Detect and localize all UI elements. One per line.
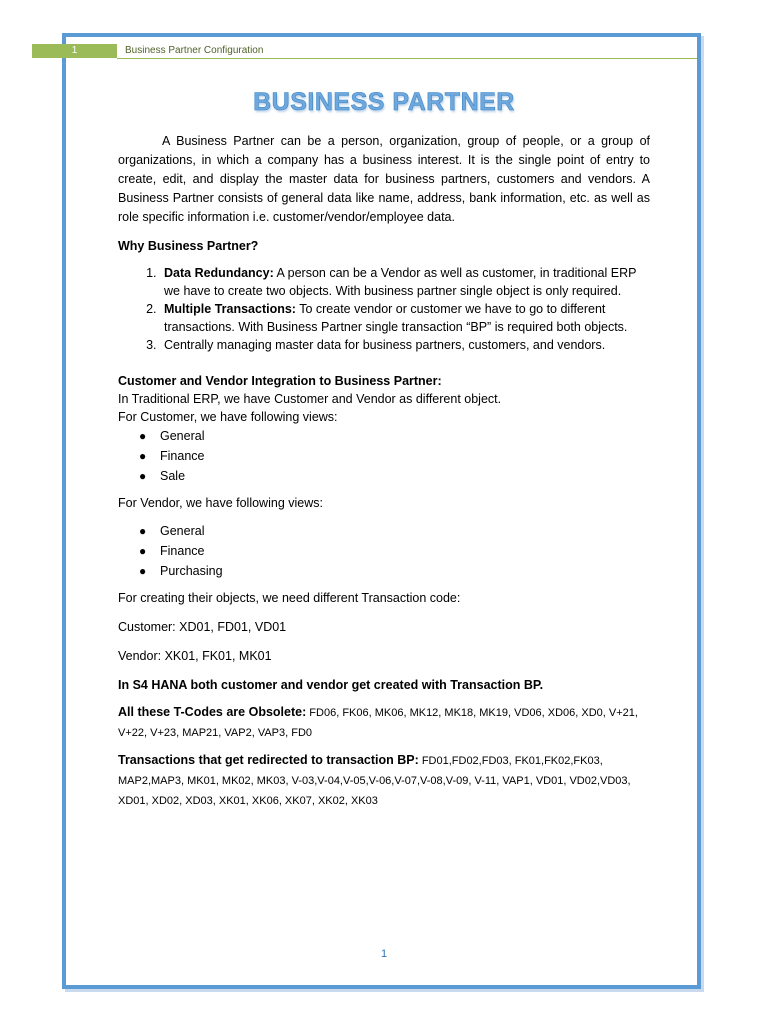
reason-label: Multiple Transactions:: [164, 302, 296, 316]
intro-paragraph: A Business Partner can be a person, organization, group of people, or a group of organizations, in which a company has a business interest. It is the single point of entry to create, edit, and display the master data for business partners, customers and vendors. A Business Partner consists of general data like name, address, bank information, etc. as well as role specific information i.e. customer/vendor/employee data.: [118, 134, 650, 224]
redirect-codes: FD01,FD02,FD03, FK01,FK02,FK03, MAP2,MAP3, MK01, MK02, MK03, V-03,V-04,V-05,V-06,V-07,V-08,V-09, V-11, VAP1, VD01, VD02,VD03, XD01, XD02, XD03, XK01, XK06, XK07, XK02, XK03: [118, 755, 631, 807]
vendor-views-intro: For Vendor, we have following views:: [118, 496, 323, 510]
s4-statement: In S4 HANA both customer and vendor get created with Transaction BP.: [118, 678, 544, 692]
vendor-views-list: [118, 521, 650, 581]
list-item-text: Sale: [160, 469, 186, 483]
obsolete-label: All these T-Codes are Obsolete:: [118, 705, 307, 719]
reasons-list: [118, 264, 650, 354]
customer-codes: Customer: XD01, FD01, VD01: [118, 620, 287, 634]
list-item: [139, 541, 650, 561]
footer-page-number: 1: [380, 948, 388, 960]
list-item: [139, 446, 650, 466]
reason-item: [160, 264, 650, 300]
bullet-icon: ●: [139, 564, 147, 578]
list-item: [139, 466, 650, 486]
header-page-number: 1: [71, 45, 78, 56]
reason-label: Data Redundancy:: [164, 266, 274, 280]
vendor-codes: Vendor: XK01, FK01, MK01: [118, 649, 272, 663]
list-item-text: General: [160, 524, 205, 538]
header-title: Business Partner Configuration: [125, 45, 264, 56]
header-rule: [117, 58, 697, 59]
cvi-line: In Traditional ERP, we have Customer and Vendor as different object.: [118, 392, 502, 406]
obsolete-codes-paragraph: [118, 703, 650, 743]
list-item-text: Finance: [160, 449, 205, 463]
obsolete-codes: FD06, FK06, MK06, MK12, MK18, MK19, VD06, XD06, XD0, V+21, V+22, V+23, MAP21, VAP2, VAP3, FD0: [118, 707, 638, 739]
bullet-icon: ●: [139, 544, 147, 558]
bullet-icon: ●: [139, 449, 147, 463]
bullet-icon: ●: [139, 524, 147, 538]
list-item: [139, 561, 650, 581]
redirect-label: Transactions that get redirected to transaction BP:: [118, 753, 419, 767]
list-item-text: Finance: [160, 544, 205, 558]
list-item: [139, 521, 650, 541]
reason-item: [160, 300, 650, 336]
customer-views-list: [118, 426, 650, 486]
cvi-heading: Customer and Vendor Integration to Business Partner:: [118, 374, 442, 388]
customer-views-intro: For Customer, we have following views:: [118, 410, 338, 424]
document-title: BUSINESS PARTNER: [253, 88, 515, 116]
reason-text: A person can be a Vendor as well as customer, in traditional ERP we have to create two objects. With business partner single object is only required.: [164, 266, 637, 298]
reason-item: [160, 336, 650, 354]
document-body: [118, 132, 650, 811]
redirect-codes-paragraph: [118, 751, 650, 811]
tcode-intro: For creating their objects, we need different Transaction code:: [118, 591, 461, 605]
list-item: [139, 426, 650, 446]
list-item-text: Purchasing: [160, 564, 223, 578]
why-heading: Why Business Partner?: [118, 239, 259, 253]
reason-text: To create vendor or customer we have to go to different transactions. With Business Partner single transaction “BP” is required both objects.: [164, 302, 628, 334]
reason-text: Centrally managing master data for business partners, customers, and vendors.: [164, 338, 606, 352]
list-item-text: General: [160, 429, 205, 443]
bullet-icon: ●: [139, 469, 147, 483]
bullet-icon: ●: [139, 429, 147, 443]
